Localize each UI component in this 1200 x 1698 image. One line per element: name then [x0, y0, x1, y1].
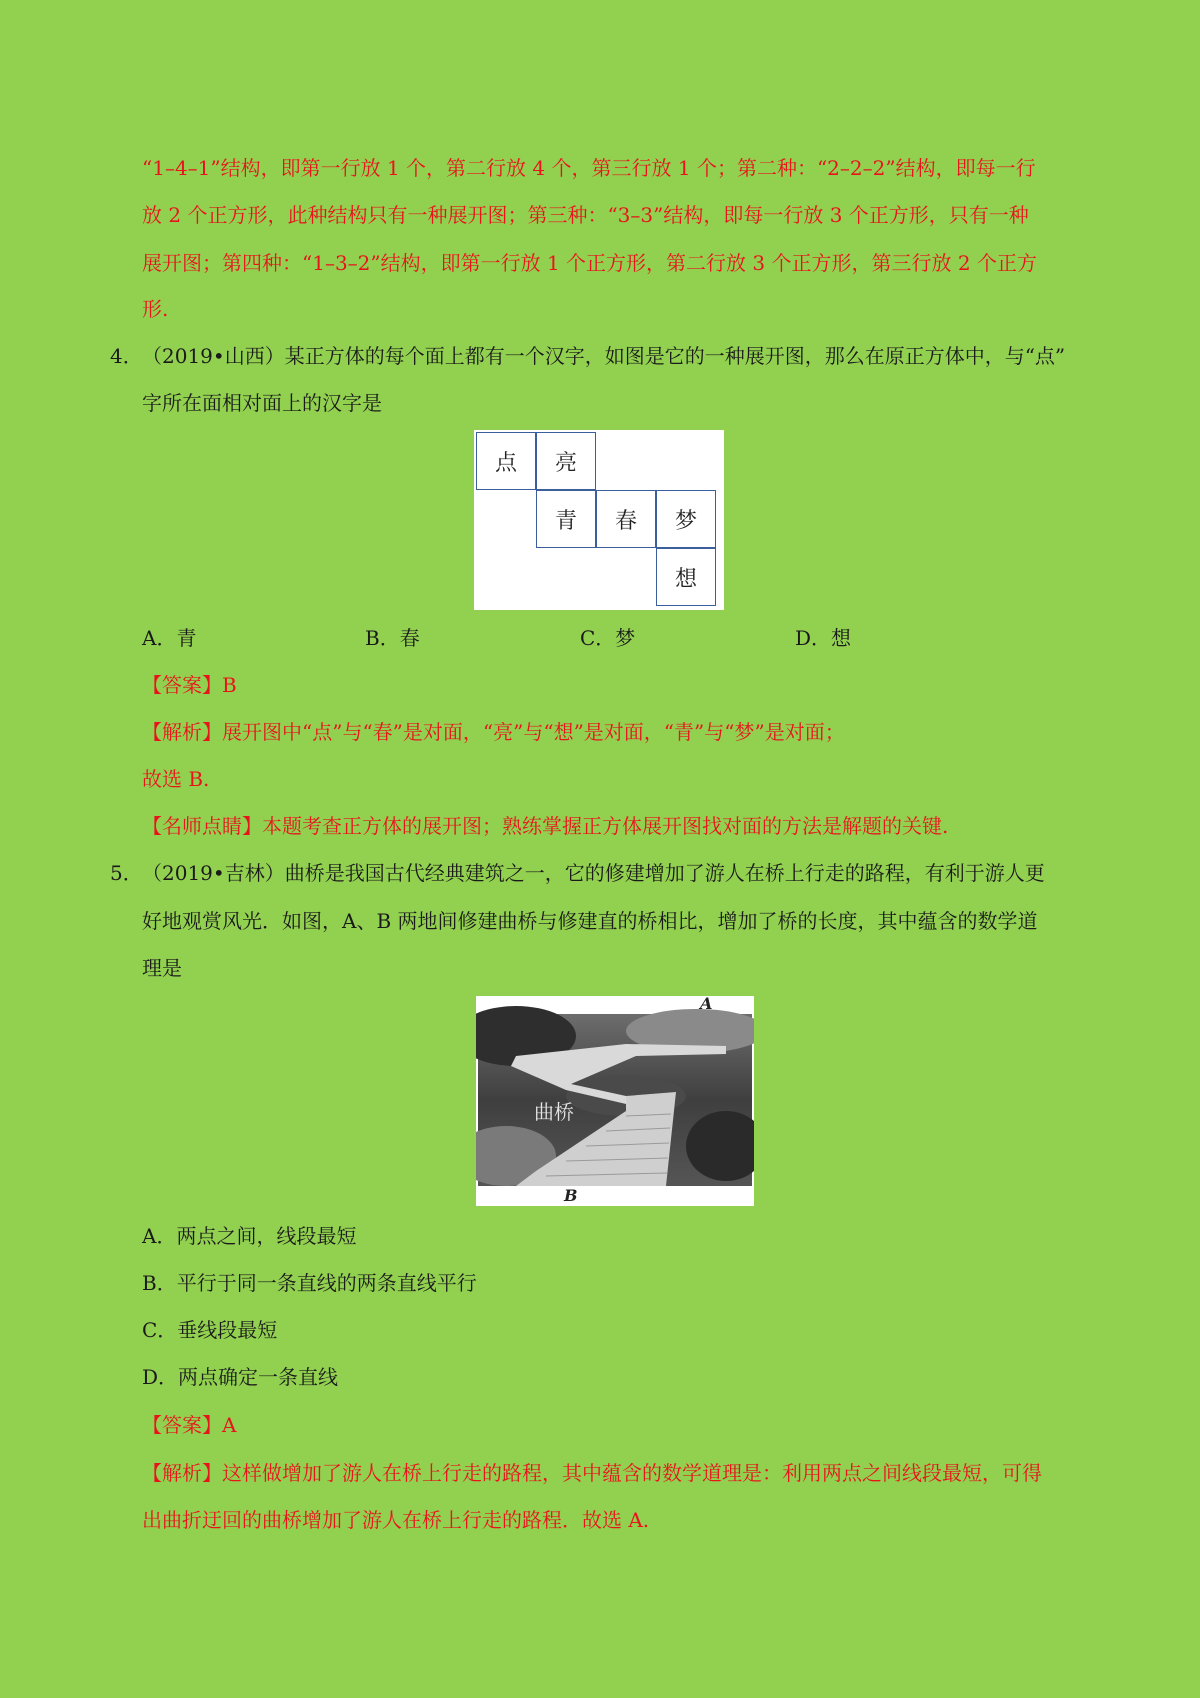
q5-answer: 【答案】A	[142, 1413, 237, 1437]
q5-stem-line-3: 理是	[142, 956, 182, 980]
q4-number: 4．	[110, 344, 143, 368]
bridge-photo-image	[476, 996, 754, 1206]
q5-number: 5．	[110, 861, 143, 885]
bridge-caption: 曲桥	[534, 1100, 574, 1124]
cube-net-figure	[474, 430, 724, 610]
net-cell-meng: 梦	[656, 490, 716, 548]
prev-explanation-line-1: “1–4–1”结构，即第一行放 1 个，第二行放 4 个，第三行放 1 个；第二种：“2–2–2”结构，即每一行	[142, 156, 1036, 180]
q4-analysis-line-1: 【解析】展开图中“点”与“春”是对面，“亮”与“想”是对面，“青”与“梦”是对面；	[142, 720, 845, 744]
q4-teacher-tip: 【名师点睛】本题考查正方体的展开图；熟练掌握正方体展开图找对面的方法是解题的关键.	[142, 814, 949, 838]
q5-stem-line-1: （2019•吉林）曲桥是我国古代经典建筑之一，它的修建增加了游人在桥上行走的路程，有利于游人更	[142, 861, 1045, 885]
q4-option-a: A．青	[142, 626, 197, 650]
point-a-label: A	[700, 994, 713, 1013]
net-cell-qing: 青	[536, 490, 596, 548]
q5-stem-line-2: 好地观赏风光．如图，A、B 两地间修建曲桥与修建直的桥相比，增加了桥的长度，其中蕴含的数学道	[142, 909, 1038, 933]
q5-option-a: A．两点之间，线段最短	[142, 1224, 357, 1248]
q4-analysis-line-2: 故选 B.	[142, 767, 210, 791]
net-cell-dian: 点	[476, 432, 536, 490]
net-cell-liang: 亮	[536, 432, 596, 490]
q4-option-c: C．梦	[580, 626, 636, 650]
q4-option-b: B．春	[365, 626, 420, 650]
net-cell-chun: 春	[596, 490, 656, 548]
prev-explanation-line-4: 形.	[142, 297, 169, 321]
q5-analysis-line-2: 出曲折迂回的曲桥增加了游人在桥上行走的路程．故选 A.	[142, 1508, 650, 1532]
q4-option-d: D．想	[795, 626, 852, 650]
q5-option-c: C．垂线段最短	[142, 1318, 278, 1342]
q4-stem-line-2: 字所在面相对面上的汉字是	[142, 391, 382, 415]
q5-analysis-line-1: 【解析】这样做增加了游人在桥上行走的路程，其中蕴含的数学道理是：利用两点之间线段最短，可得	[142, 1461, 1042, 1485]
q5-option-d: D．两点确定一条直线	[142, 1365, 339, 1389]
point-b-label: B	[564, 1186, 578, 1205]
net-cell-xiang: 想	[656, 548, 716, 606]
q4-answer: 【答案】B	[142, 673, 237, 697]
q5-option-b: B．平行于同一条直线的两条直线平行	[142, 1271, 477, 1295]
q4-stem-line-1: （2019•山西）某正方体的每个面上都有一个汉字，如图是它的一种展开图，那么在原正方体中，与“点”	[142, 344, 1066, 368]
prev-explanation-line-2: 放 2 个正方形，此种结构只有一种展开图；第三种：“3–3”结构，即每一行放 3 个正方形，只有一种	[142, 203, 1029, 227]
prev-explanation-line-3: 展开图；第四种：“1–3–2”结构，即第一行放 1 个正方形，第二行放 3 个正方形，第三行放 2 个正方	[142, 251, 1037, 275]
bridge-photo	[476, 996, 754, 1206]
